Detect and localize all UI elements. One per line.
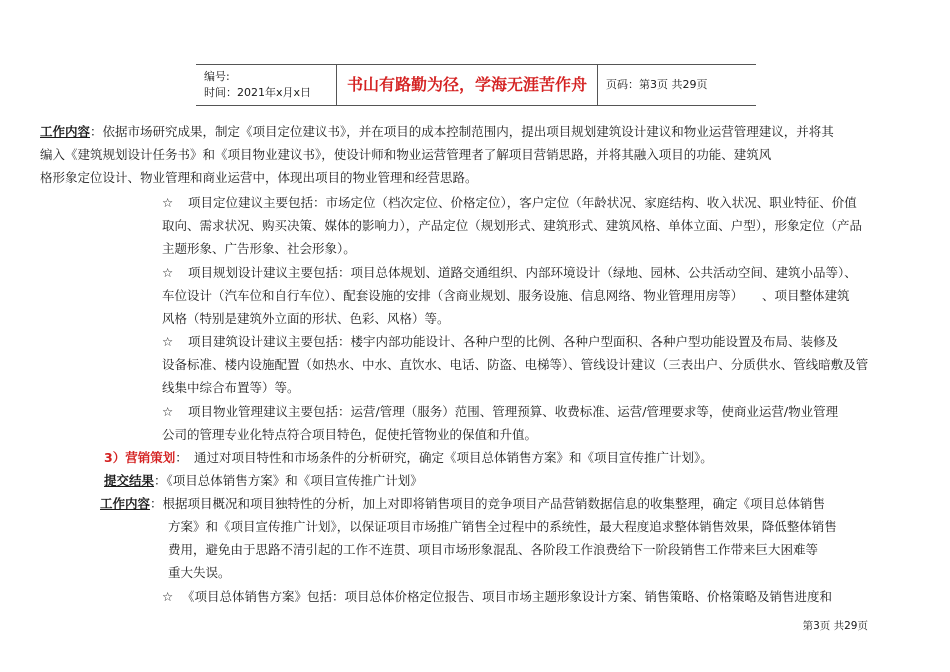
bullet-line: 车位设计（汽车位和自行车位）、配套设施的安排（含商业规划、服务设施、信息网络、物业管理用房等） 、项目整体建筑 [162,288,850,303]
page-footer: 第3页 共29页 [802,620,868,632]
submit-label: 提交结果 [104,473,155,488]
bullet-line: 《项目总体销售方案》包括：项目总体价格定位报告、项目市场主题形象设计方案、销售策略、价格策略及销售进度和 [182,589,833,604]
bullet-star-icon: ☆ [162,334,174,349]
section1-text: ：依据市场研究成果，制定《项目定位建议书》，并在项目的成本控制范围内，提出项目规划建筑设计建议和物业运营管理建议，并将其 [90,124,834,139]
bullet-line: 取向、需求状况、购买决策、媒体的影响力），产品定位（规划形式、建筑形式、建筑风格、单体立面、户型），形象定位（产品 [162,218,863,233]
marketing-line [104,450,713,466]
bullet-line: 项目规划设计建议主要包括：项目总体规划、道路交通组织、内部环境设计（绿地、园林、公共活动空间、建筑小品等）、 [188,265,857,280]
section1-label: 工作内容 [40,124,91,139]
bullet-line: 项目建筑设计建议主要包括：楼宇内部功能设计、各种户型的比例、各种户型面积、各种户型功能设置及布局、装修及 [188,334,839,349]
bullet-line: 设备标准、楼内设施配置（如热水、中水、直饮水、电话、防盗、电梯等）、管线设计建议（三表出户、分质供水、管线暗敷及管 [162,357,869,372]
bullet-line: 主题形象、广告形象、社会形象）。 [162,241,356,256]
submit-line [104,473,423,489]
header-page-info: 页码：第3页 共29页 [606,78,708,91]
section2-line: 费用，避免由于思路不清引起的工作不连贯、项目市场形象混乱、各阶段工作浪费给下一阶段销售工作带来巨大困难等 [168,542,819,557]
section2-text: ：根据项目概况和项目独特性的分析，加上对即将销售项目的竞争项目产品营销数据信息的收集整理，确定《项目总体销售 [150,496,826,511]
section1-line: 编入《建筑规划设计任务书》和《项目物业建议书》，使设计师和物业运营管理者了解项目营销思路，并将其融入项目的功能、建筑风 [40,147,772,162]
header-motto: 书山有路勤为径，学海无涯苦作舟 [337,65,598,105]
section2-label: 工作内容 [100,496,151,511]
bullet-star-icon: ☆ [162,265,174,280]
bullet-line: 风格（特别是建筑外立面的形状、色彩、风格）等。 [162,311,450,326]
bullet-line: 线集中综合布置等）等。 [162,380,300,395]
section2-line: 方案》和《项目宣传推广计划》，以保证项目市场推广销售全过程中的系统性，最大程度追求整体销售效果，降低整体销售 [168,519,837,534]
marketing-text: ： 通过对项目特性和市场条件的分析研究，确定《项目总体销售方案》和《项目宣传推广计划》。 [175,450,713,465]
section2-line [100,496,825,512]
bullet-line: 项目物业管理建议主要包括：运营/管理（服务）范围、管理预算、收费标准、运营/管理要求等，使商业运营/物业管理 [188,404,839,419]
document-number-label: 编号: [204,70,230,83]
section1-line: 格形象定位设计、物业管理和商业运营中，体现出项目的物业管理和经营思路。 [40,170,478,185]
section1-line [40,124,834,140]
header-meta-cell [196,65,337,105]
page-header [196,64,756,106]
bullet-star-icon: ☆ [162,404,174,419]
bullet-line: 公司的管理专业化特点符合项目特色，促使托管物业的保值和升值。 [162,427,538,442]
bullet-star-icon: ☆ [162,589,174,604]
submit-text: ：《项目总体销售方案》和《项目宣传推广计划》 [154,473,423,488]
section2-line: 重大失误。 [168,565,231,580]
marketing-label: 3）营销策划 [104,450,176,465]
bullet-line: 项目定位建议主要包括：市场定位（档次定位、价格定位），客户定位（年龄状况、家庭结构、收入状况、职业特征、价值 [188,195,857,210]
document-time: 时间：2021年x月x日 [204,86,312,99]
bullet-star-icon: ☆ [162,195,174,210]
